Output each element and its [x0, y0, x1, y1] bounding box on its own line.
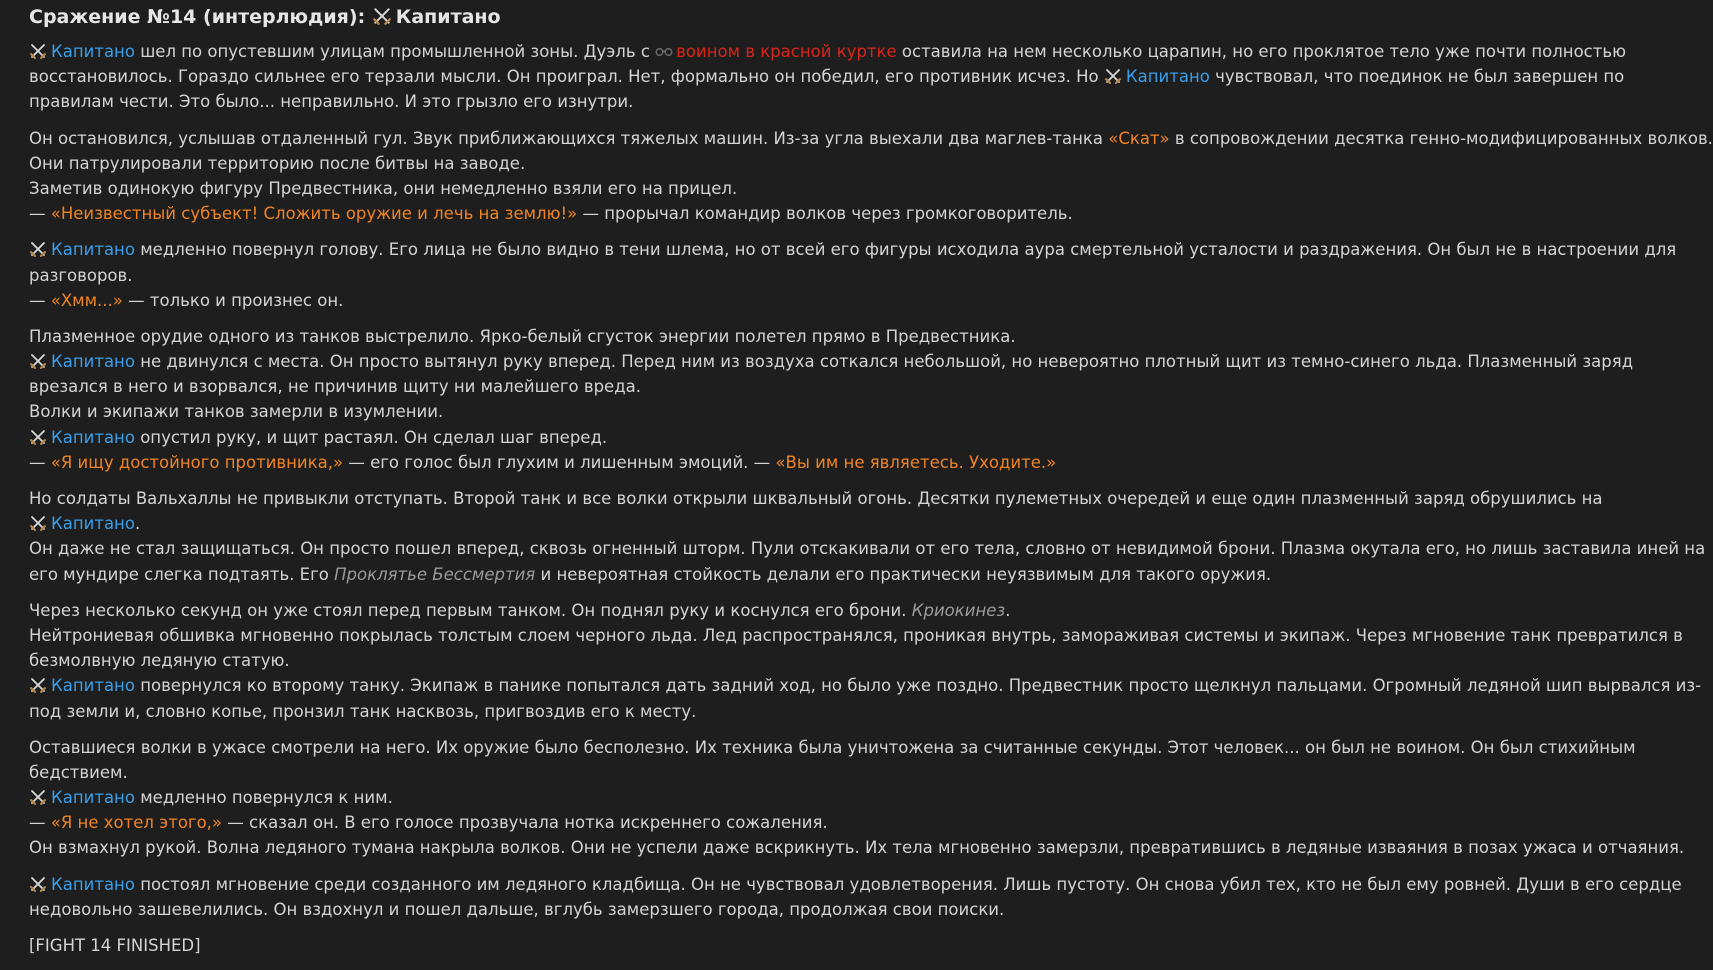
quote-text: «Вы им не являетесь. Уходите.» [775, 452, 1057, 472]
crossed-swords-icon [29, 677, 47, 693]
paragraph-6 [29, 598, 1702, 724]
text-segment: Он остановился, услышав отдаленный гул. Звук приближающихся тяжелых машин. Из-за угла выехали два маглев-танка [29, 128, 1103, 148]
paragraph-2 [29, 126, 1713, 227]
text-segment: шел по опустевшим улицам промышленной зоны. Дуэль с [140, 42, 650, 61]
text-segment: в сопровождении десятка генно-модифицированных волков. [1174, 128, 1713, 148]
text-line [29, 673, 1702, 698]
text-line [29, 562, 1629, 587]
text-line: недовольно зашевелились. Он вздохнул и пошел дальше, вглубь замерзшего города, продолжая свои поиски. [29, 899, 1005, 919]
text-segment: и невероятная стойкость делали его практически неуязвимым для такого оружия. [540, 564, 1272, 584]
text-line [29, 810, 1629, 835]
quote-text: «Я ищу достойного противника,» [50, 452, 344, 472]
text-line: бедствием. [29, 762, 128, 782]
text-line [29, 785, 1629, 810]
text-line [29, 237, 1677, 262]
text-line: Плазменное орудие одного из танков выстрелило. Ярко-белый сгусток энергии полетел прямо в Предвестника. [29, 326, 1016, 346]
text-segment: его мундире слегка подтаять. Его [29, 564, 329, 584]
text-line: под земли и, словно копье, пронзил танк насквозь, пригвоздив его к месту. [29, 701, 697, 721]
text-segment: — [29, 204, 46, 224]
text-line [29, 511, 1629, 536]
quote-text: «Я не хотел этого,» [50, 813, 223, 833]
text-segment: опустил руку, и щит растаял. Он сделал шаг вперед. [140, 427, 608, 447]
text-segment: — [29, 813, 46, 833]
crossed-swords-icon [29, 353, 47, 369]
character-link[interactable]: Капитано [51, 676, 135, 696]
text-line [29, 126, 1713, 151]
title-name: Капитано [395, 6, 501, 28]
glasses-icon [655, 47, 673, 57]
text-line: разговоров. [29, 265, 133, 285]
text-line [29, 201, 1629, 226]
text-segment: — [29, 290, 46, 310]
text-segment: чувствовал, что поединок не был завершен по [1215, 67, 1625, 87]
character-link[interactable]: Капитано [51, 874, 135, 894]
text-segment: — его голос был глухим и лишенным эмоций. — [348, 452, 771, 472]
text-segment: — прорычал командир волков через громкоговоритель. [582, 204, 1073, 224]
footer-text: [FIGHT 14 FINISHED] [29, 936, 201, 955]
text-line: Волки и экипажи танков замерли в изумлении. [29, 402, 444, 422]
text-line: правилам чести. Это было... неправильно. И это грызло его изнутри. [29, 92, 634, 112]
paragraph-4 [29, 324, 1634, 475]
paragraph-8 [29, 872, 1682, 922]
text-line [29, 288, 1629, 313]
crossed-swords-icon [29, 876, 47, 892]
character-link[interactable]: Капитано [51, 788, 135, 808]
text-segment: оставила на нем несколько царапин, но его проклятое тело уже почти полностью [901, 42, 1626, 61]
text-line: Оставшиеся волки в ужасе смотрели на него. Их оружие было бесполезно. Их техника была уничтожена за считанные секунды. Этот человек... он был не воином. Он был стихийным [29, 737, 1636, 757]
crossed-swords-icon [29, 789, 47, 805]
text-line [29, 425, 1629, 450]
ability-name: Криокинез [911, 600, 1006, 620]
character-link[interactable]: Капитано [51, 240, 135, 260]
quote-text: «Хмм...» [50, 290, 123, 310]
document [29, 4, 1713, 969]
crossed-swords-icon [29, 429, 47, 445]
title-prefix: Сражение №14 (интерлюдия): [29, 6, 366, 28]
text-segment: не двинулся с места. Он просто вытянул руку вперед. Перед ним из воздуха соткался небольшой, но невероятно плотный щит из темно-синего льда. Плазменный заряд [140, 352, 1634, 372]
text-segment: — только и произнес он. [128, 290, 344, 310]
text-line [29, 450, 1629, 475]
text-line [29, 64, 1629, 89]
paragraph-1 [29, 39, 1629, 115]
ability-name: Проклятье Бессмертия [334, 564, 536, 584]
text-line: безмолвную ледяную статую. [29, 651, 290, 671]
text-line: Он даже не стал защищаться. Он просто пошел вперед, сквозь огненный шторм. Пули отскакивали от его тела, словно от невидимой брони. Плазма окутала его, но лишь заставила иней на [29, 539, 1706, 559]
text-line: Заметив одинокую фигуру Предвестника, они немедленно взяли его на прицел. [29, 178, 738, 198]
text-segment: медленно повернул голову. Его лица не было видно в тени шлема, но от всей его фигуры исходила аура смертельной усталости и раздражения. Он был не в настроении для [140, 240, 1677, 260]
text-segment: — сказал он. В его голосе прозвучала нотка искреннего сожаления. [227, 813, 828, 833]
character-link[interactable]: Капитано [51, 42, 135, 61]
character-link[interactable]: Капитано [51, 514, 135, 534]
character-link[interactable]: Капитано [51, 427, 135, 447]
text-segment: — [29, 452, 46, 472]
page-title [29, 4, 1629, 31]
paragraph-7 [29, 735, 1685, 861]
character-link[interactable]: Капитано [1125, 67, 1210, 87]
fight-finished-footer [29, 933, 1629, 958]
text-line: Они патрулировали территорию после битвы на заводе. [29, 153, 526, 173]
text-line: Нейтрониевая обшивка мгновенно покрылась толстым слоем черного льда. Лед распространялся, проникая внутрь, замораживая системы и экипаж. Через мгновение танк превратился в [29, 625, 1683, 645]
character-link[interactable]: Капитано [51, 352, 135, 372]
quote-text: «Скат» [1108, 128, 1170, 148]
enemy-link[interactable]: воином в красной куртке [676, 42, 897, 61]
text-line [29, 39, 1629, 64]
text-line [29, 872, 1682, 897]
text-line: врезался в него и взорвался, не причинив щиту ни малейшего вреда. [29, 377, 641, 397]
quote-text: «Неизвестный субъект! Сложить оружие и лечь на землю!» [50, 204, 578, 224]
text-segment: постоял мгновение среди созданного им ледяного кладбища. Он не чувствовал удовлетворения. Лишь пустоту. Он снова убил тех, кто не был ему ровней. Души в его сердце [140, 874, 1682, 894]
text-segment: Через несколько секунд он уже стоял перед первым танком. Он поднял руку и коснулся его брони. [29, 600, 907, 620]
text-segment: повернулся ко второму танку. Экипаж в панике попытался дать задний ход, но было уже поздно. Предвестник просто щелкнул пальцами. Огромный ледяной шип вырвался из- [140, 676, 1702, 696]
text-segment: . [1005, 600, 1011, 620]
text-segment: восстановилось. Гораздо сильнее его терзали мысли. Он проиграл. Нет, формально он победил, его противник исчез. Но [29, 67, 1099, 87]
crossed-swords-icon [29, 241, 47, 257]
text-line [29, 349, 1634, 374]
crossed-swords-icon [372, 7, 392, 25]
text-segment: . [134, 514, 141, 534]
text-line: Он взмахнул рукой. Волна ледяного тумана накрыла волков. Они не успели даже вскрикнуть. Их тела мгновенно замерзли, превратившись в ледяные изваяния в позах ужаса и отчаяния. [29, 838, 1685, 858]
text-line [29, 598, 1629, 623]
paragraph-3 [29, 237, 1677, 313]
crossed-swords-icon [29, 43, 47, 59]
text-segment: медленно повернулся к ним. [140, 788, 393, 808]
text-line: Но солдаты Вальхаллы не привыкли отступать. Второй танк и все волки открыли шквальный огонь. Десятки пулеметных очередей и еще один плазменный заряд обрушились на [29, 489, 1603, 508]
crossed-swords-icon [29, 515, 47, 531]
crossed-swords-icon [1104, 68, 1122, 84]
paragraph-5 [29, 486, 1706, 587]
